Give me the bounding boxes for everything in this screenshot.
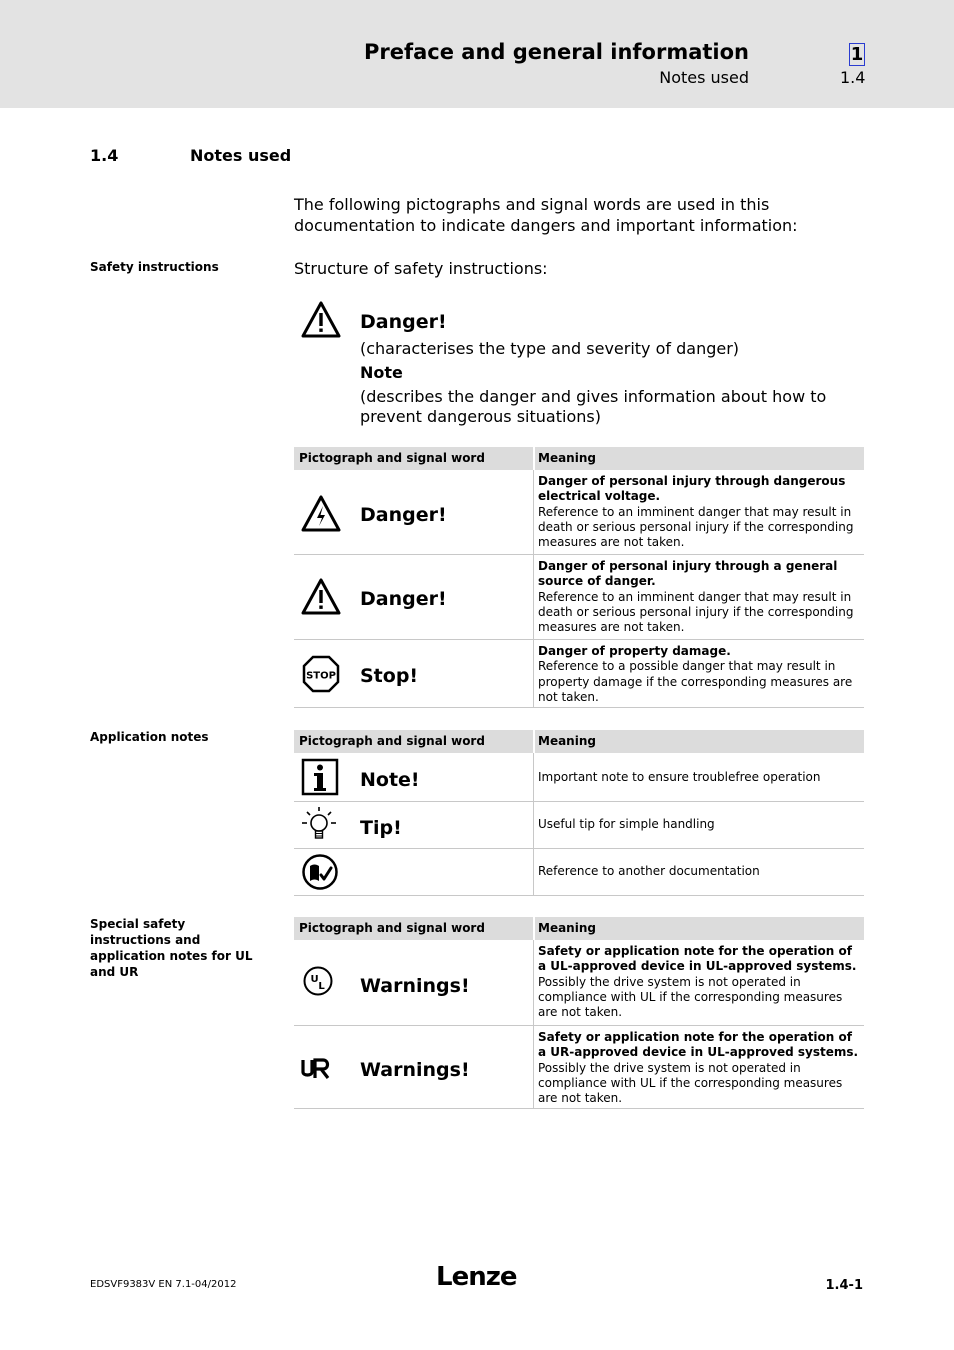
structure-example [360,311,860,427]
document-id: EDSVF9383V EN 7.1-04/2012 [90,1279,237,1290]
signal-word: Tip! [360,817,402,839]
meaning-title: Danger of personal injury through dangerous electrical voltage. [538,474,846,504]
meaning-text [538,474,860,550]
general-danger-warning-icon [300,577,342,617]
sidebar-ul-notes: Special safety instructions and application notes for UL and UR [90,917,253,979]
meaning-body: Possibly the drive system is not operated in compliance with UL if the corresponding measures are not taken. [538,974,843,1020]
chapter-link[interactable]: 1 [850,44,864,65]
intro-paragraph: The following pictographs and signal words are used in this documentation to indicate dangers and important information: [294,195,798,235]
svg-text:L: L [318,981,325,992]
svg-text:U: U [310,974,319,985]
meaning-text [538,1030,860,1106]
lenze-logo: Lenze [436,1262,517,1292]
meaning-title: Danger of property damage. [538,644,731,658]
table-header [294,447,864,470]
table-row [294,802,864,849]
section-title: Notes used [190,146,292,165]
header-meaning: Meaning [538,451,596,465]
structure-heading: Structure of safety instructions: [294,259,548,278]
table-row [294,470,864,555]
table-row [294,849,864,896]
table-row [294,1026,864,1109]
meaning-text [538,944,860,1020]
meaning-body: Reference to an imminent danger that may result in death or serious personal injury if the corresponding measures are not taken. [538,589,854,635]
signal-word: Danger! [360,588,447,610]
header-pictograph: Pictograph and signal word [299,734,485,748]
reference-book-icon [300,852,342,892]
signal-word: Warnings! [360,975,470,997]
sidebar-application-notes: Application notes [90,730,209,744]
table-row [294,940,864,1026]
header-pictograph: Pictograph and signal word [299,451,485,465]
header-pictograph: Pictograph and signal word [299,921,485,935]
header-meaning: Meaning [538,734,596,748]
meaning-body: Reference to a possible danger that may result in property damage if the corresponding measures are not taken. [538,659,853,704]
meaning-title: Danger of personal injury through a general source of danger. [538,559,838,589]
application-table [294,730,864,896]
table-row [294,753,864,802]
signal-word: Note! [360,769,420,791]
meaning-title: Safety or application note for the operation of a UL-approved device in UL-approved systems. [538,944,857,974]
structure-describes: (describes the danger and gives information about how to prevent dangerous situations) [360,387,827,426]
meaning-text [538,644,860,705]
table-row [294,640,864,708]
ul-table [294,917,864,1109]
ul-mark-icon [300,962,342,1002]
structure-characterises: (characterises the type and severity of danger) [360,339,740,358]
header-subtitle: Notes used [659,68,749,87]
sidebar-safety-instructions: Safety instructions [90,260,219,274]
ur-mark-icon [300,1048,342,1088]
signal-word: Danger! [360,504,447,526]
signal-word: Warnings! [360,1059,470,1081]
warning-triangle-icon [300,300,342,340]
meaning-text: Reference to another documentation [538,864,760,878]
table-header [294,730,864,753]
header-meaning: Meaning [538,921,596,935]
stop-sign-icon [300,654,342,694]
table-row [294,555,864,640]
meaning-text [538,559,860,635]
meaning-text: Important note to ensure troublefree operation [538,770,821,784]
structure-note-label: Note [360,363,403,382]
safety-table [294,447,864,708]
page-header [0,0,954,108]
signal-word: Stop! [360,665,419,687]
structure-signal-word: Danger! [360,311,447,333]
header-title: Preface and general information [363,40,749,64]
header-section-number: 1.4 [840,68,866,87]
meaning-text: Useful tip for simple handling [538,817,715,831]
svg-text:STOP: STOP [306,670,336,682]
page-number: 1.4-1 [825,1278,863,1293]
table-header [294,917,864,940]
meaning-body: Possibly the drive system is not operated in compliance with UL if the corresponding measures are not taken. [538,1060,843,1106]
info-icon [300,757,342,797]
meaning-title: Safety or application note for the operation of a UR-approved device in UL-approved systems. [538,1030,859,1060]
electrical-voltage-warning-icon [300,494,342,534]
meaning-body: Reference to an imminent danger that may result in death or serious personal injury if the corresponding measures are not taken. [538,504,854,550]
section-number: 1.4 [90,146,119,165]
lightbulb-icon [300,805,342,845]
